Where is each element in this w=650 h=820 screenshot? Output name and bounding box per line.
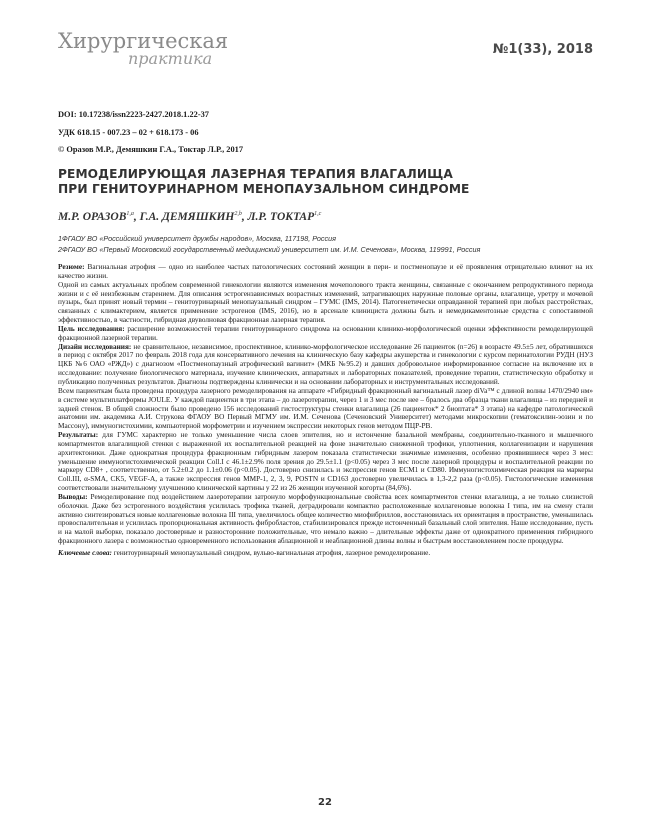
abstract-resume <box>58 263 593 281</box>
results-text: для ГУМС характерно не только уменьшение числа слоев эпителия, но и истончение базальной мембраны, соединительно-тканного и мышечного компартментов влагалищной стенки с выраженной их воспалительной реакцией на фоне значительно сниженной трофики, уплотнения, коллагенизации и нарушения архитектоники. Даже однократная процедура фракционным гибридным лазером показала статистически значимые изменения, особенно проявившиеся через 3 мес: уменьшение иммуногистохимической реакции Coll.I с 46.1±2.9% поля зрения до 29.5±1.1 (p<0.05) через 3 мес после лазерной процедуры и воспалительной реакции по маркеру CD8+ , соответственно, от 5.2±0.2 до 1.1±0.06 (p<0.05). Достоверно снизилась и экспрессия генов ECM1 и CD80. Иммуногистохимическая реакция на маркеры Coll.III, α-SMA, CK5, VEGF-A, а также экспрессия генов MMP-1, 2, 3, 9, POSTN и CD163 достоверно увеличилась в 1,3-2,2 раза (p<0.05). Гистологические изменения соответствовали значительному улучшению клинической картины у 22 из 26 женщин изученной когорты (84,6%). <box>58 431 593 493</box>
author-1-sup: 1,a <box>126 211 134 218</box>
author-2: Г.А. ДЕМЯШКИН <box>139 211 235 223</box>
design-text: не сравнительное, независимое, проспективное, клинико-морфологическое исследование 26 пациенток (n=26) в возрасте 49.5±5 лет, обратившихся в период с октября 2017 по февраль 2018 года для консервативного лечения на клиническую базу кафедры акушерства и гинекологии с курсом перинатологии РУДН (НУЗ ЦКБ №6 ОАО «РЖД») с диагнозом «Постменопаузный атрофический вагинит» (МКБ №95.2) и давших добровольное информированное согласие на включение их в исследование: получение биологического материала, изучение клинических, аппаратных и лабораторных показателей, проведение терапии, статистическую обработку и публикацию полученных результатов. Диагнозы подтверждены клинически и на основании лабораторных и инструментальных исследований. <box>58 342 593 386</box>
title-line-1: РЕМОДЕЛИРУЮЩАЯ ЛАЗЕРНАЯ ТЕРАПИЯ ВЛАГАЛИЩА <box>58 167 453 181</box>
abstract-aim <box>58 325 593 343</box>
author-3: Л.Р. ТОКТАР <box>247 211 315 223</box>
article-title <box>58 167 598 197</box>
keywords-label: Ключевые слова: <box>58 549 112 557</box>
conclusions-label: Выводы: <box>58 492 88 501</box>
keywords-text: генитоуринарный менопаузальный синдром, вульво-вагинальная атрофия, лазерное ремоделирование. <box>111 549 431 557</box>
aim-label: Цель исследования: <box>58 324 125 333</box>
results-label: Результаты: <box>58 431 99 440</box>
author-2-sup: 2,b <box>234 211 242 218</box>
abstract <box>58 263 593 558</box>
title-line-2: ПРИ ГЕНИТОУРИНАРНОМ МЕНОПАУЗАЛЬНОМ СИНДРОМЕ <box>58 182 470 196</box>
issue-number: №1(33), 2018 <box>492 42 593 57</box>
journal-logo <box>58 30 228 68</box>
page-number: 22 <box>318 797 332 808</box>
abstract-keywords <box>58 549 593 558</box>
journal-subtitle: практика <box>128 49 213 68</box>
resume-text: Вагинальная атрофия — одно из наиболее частых патологических состояний женщин в пери- и постменопаузе и её проявления отрицательно влияют на их качество жизни. <box>58 263 593 280</box>
conclusions-text: Ремоделирование под воздействием лазеротерапии затронуло морфофункциональные свойства всех компартментов стенки влагалища, а не только слизистой оболочки. Даже без эстрогенного воздействия усилилась трофика тканей, деградировали компактно расположенные коллагеновые волокна I типа, им на смену стали активно синтезироваться новые коллагеновые волокна III типа, увеличилось общее количество миофибриллов, восстановилась их ориентация в пространстве, уменьшилась провоспалительная и усилилась пропорциональная активность фибробластов, стабилизировался прежде истонченный базальный слой эпителия. Наше исследование, пусть и на малой выборке, показало достоверные и разносторонние положительные, что немало важно – длительные эффекты даже от однократного применения гибридного фракционного лазера с возможностью одновременного использования аблационной и неаблационной длины волны и быстрым восстановлением после процедуры. <box>58 492 593 546</box>
udk: УДК 618.15 - 007.23 – 02 + 618.173 - 06 <box>58 128 199 137</box>
aim-text: расширение возможностей терапии генитоуринарного синдрома на основании клинико-морфологической оценки эффективности ремоделирующей фракционной лазерной терапии. <box>58 324 593 342</box>
design-label: Дизайн исследования: <box>58 342 132 351</box>
journal-name: Хирургическая <box>58 29 229 53</box>
affiliation-2: 2ФГАОУ ВО «Первый Московский государственный медицинский университет им. И.М. Сеченова», Москва, 119991, Россия <box>58 245 481 254</box>
authors: М.Р. ОРАЗОВ$^{1,a}$, Г.А. ДЕМЯШКИН$^{2,b}$, Л.Р. ТОКТАР$^{1,c}$ <box>58 211 322 223</box>
author-1: М.Р. ОРАЗОВ <box>58 211 127 223</box>
abstract-method: Всем пациенткам была проведена процедура лазерного ремоделирования на аппарате «Гибридный фракционный вагинальный лазер diVa™ с длиной волны 1470/2940 нм» в системе мультиплатформы JOULE. У каждой пациентки в три этапа – до лазеротерапии, через 1 и 3 мес после нее – бралось два образца ткани влагалища – из передней и задней стенок. В общей сложности было проведено 156 исследований гистоструктуры стенки влагалища (26 пациенток* 2 биоптата* 3 этапа) на кафедре патологической анатомии им. академика А.И. Струкова ФГАОУ ВО Первый МГМУ им. И.М. Сеченова (Сеченовский Университет) методами микроскопии (гематоксилин-эозин и по Массону), иммуногистохимии, компьютерной морфометрии и изучением экспрессии некоторых генов методом ПЦР-РВ. <box>58 386 593 431</box>
abstract-results <box>58 431 593 493</box>
abstract-intro: Одной из самых актуальных проблем современной гинекологии являются изменения мочеполового тракта женщины, связанные с окончанием репродуктивного периода жизни и с её неизбежным старением. Для описания эстрогензависимых возрастных изменений, затрагивающих наружные половые органы, влагалище, уретру и мочевой пузырь, был принят новый термин – генитоуринарный менопаузальный синдром – ГУМС (IMS, 2014). Патогенетически оправданной терапией при любых расстройствах, связанных с климактерием, является применение эстрогенов (IMS, 2016), но в арсенале клинициста должны быть и немедикаментозные средства с сопоставимой эффективностью, в частности, гибридная двуволновая фракционная лазерная терапия. <box>58 280 593 325</box>
affiliation-1: 1ФГАОУ ВО «Российский университет дружбы народов», Москва, 117198, Россия <box>58 234 336 243</box>
abstract-design <box>58 343 593 387</box>
resume-label: Резюме: <box>58 263 85 271</box>
copyright: © Оразов М.Р., Демяшкин Г.А., Токтар Л.Р., 2017 <box>58 145 244 154</box>
author-3-sup: 1,c <box>314 211 322 218</box>
abstract-conclusions <box>58 493 593 546</box>
doi: DOI: 10.17238/issn2223-2427.2018.1.22-37 <box>58 110 209 119</box>
